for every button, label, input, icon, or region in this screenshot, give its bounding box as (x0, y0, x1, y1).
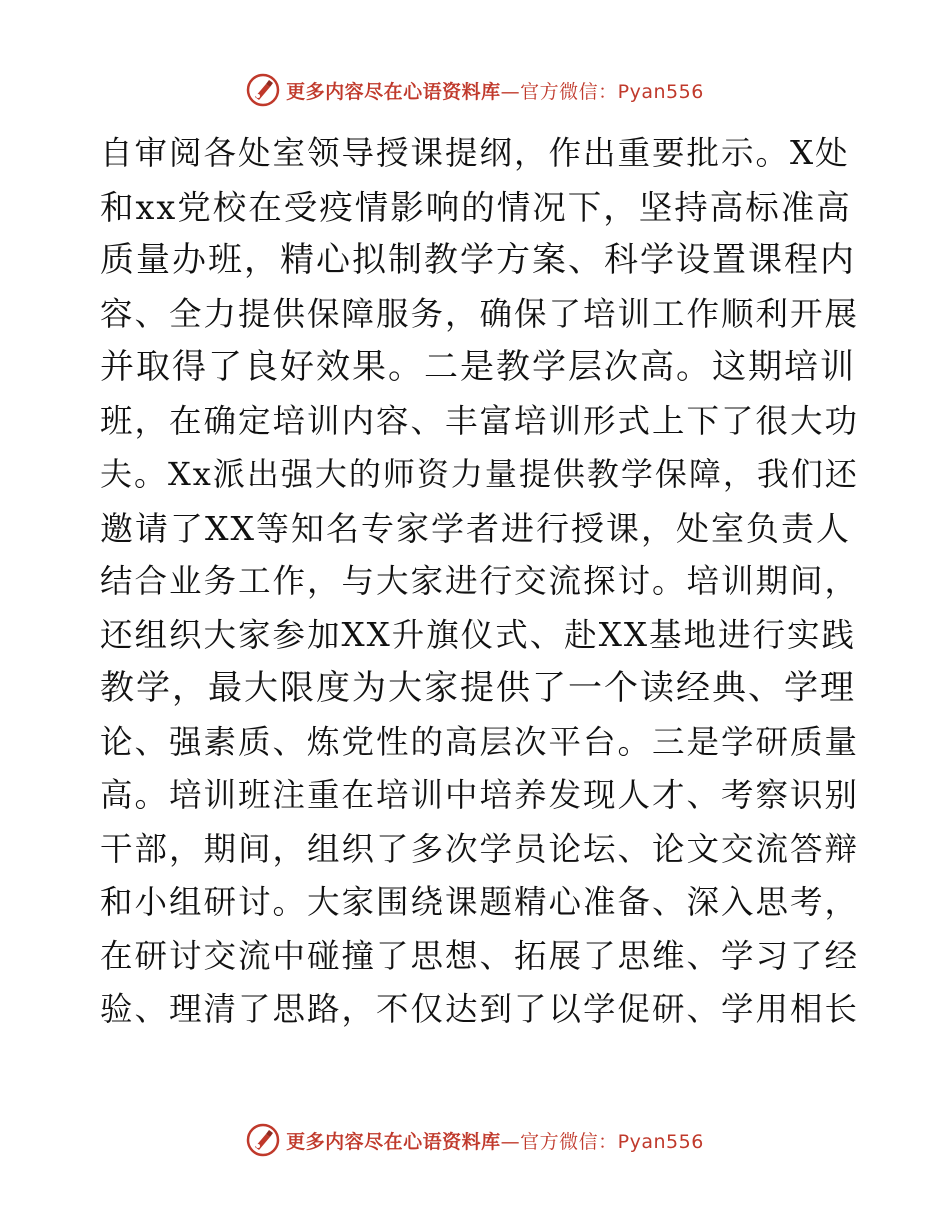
banner-site-text: 更多内容尽在心语资料库 (286, 1130, 501, 1153)
text-line: 还组织大家参加XX升旗仪式、赴XX基地进行实践 (100, 615, 857, 654)
text-line: 并取得了良好效果。二是教学层次高。这期培训 (100, 347, 856, 387)
text-line: 论、强素质、炼党性的高层次平台。三是学研质量 (100, 722, 860, 761)
header-banner (0, 70, 950, 110)
banner-text (286, 77, 704, 104)
text-line: 教学，最大限度为大家提供了一个读经典、学理 (100, 668, 856, 708)
text-line: 班，在确定培训内容、丰富培训形式上下了很大功 (100, 401, 860, 440)
document-body (100, 127, 860, 1037)
text-line: 夫。Xx派出强大的师资力量提供教学保障，我们还 (100, 455, 859, 493)
text-line: 干部，期间，组织了多次学员论坛、论文交流答辩 (100, 829, 860, 868)
text-line: 结合业务工作，与大家进行交流探讨。培训期间， (100, 562, 860, 600)
text-line: 邀请了XX等知名专家学者进行授课，处室负责人 (100, 508, 851, 548)
text-line: 容、全力提供保障服务，确保了培训工作顺利开展 (100, 294, 860, 333)
text-line: 高。培训班注重在培训中培养发现人才、考察识别 (100, 776, 860, 814)
pen-nib-logo-icon (246, 1123, 280, 1157)
text-line: 在研讨交流中碰撞了思想、拓展了思维、学习了经 (100, 936, 860, 975)
banner-site-text: 更多内容尽在心语资料库 (286, 80, 501, 103)
text-line: 和小组研讨。大家围绕课题精心准备、深入思考， (100, 883, 860, 921)
pen-nib-logo-icon (246, 73, 280, 107)
text-line: 质量办班，精心拟制教学方案、科学设置课程内 (100, 240, 856, 280)
banner-text (286, 1127, 704, 1154)
banner-wechat-text: —官方微信：Pyan556 (500, 1130, 704, 1153)
banner-wechat-text: —官方微信：Pyan556 (500, 80, 704, 103)
text-line: 自审阅各处室领导授课提纲，作出重要批示。X处 (100, 134, 850, 172)
text-line: 和xx党校在受疫情影响的情况下，坚持高标准高 (100, 187, 852, 227)
footer-banner (0, 1120, 950, 1160)
text-line: 验、理清了思路，不仅达到了以学促研、学用相长 (100, 990, 860, 1028)
